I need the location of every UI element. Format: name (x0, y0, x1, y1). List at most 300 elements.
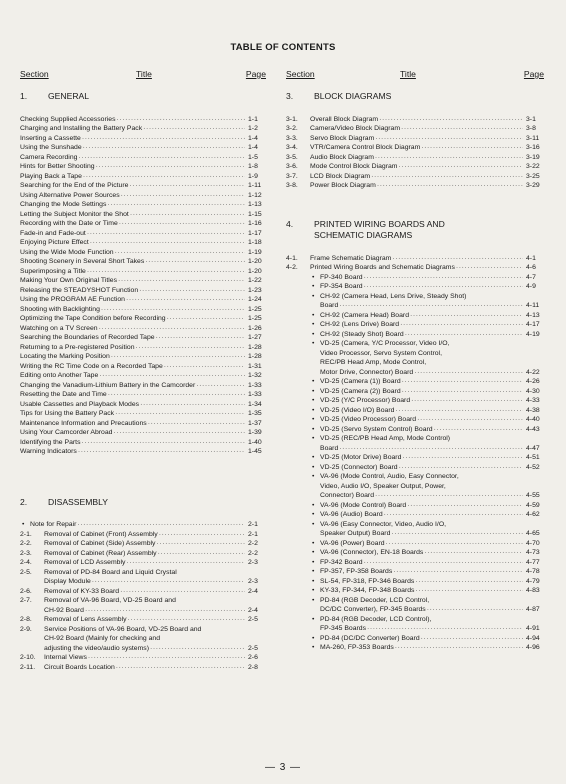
toc-board-entry[interactable] (286, 643, 544, 653)
toc-board-entry[interactable] (286, 282, 544, 292)
bullet-icon: • (312, 378, 315, 385)
entry-number: 2-6. (20, 587, 32, 595)
entry-title: Warning Indicators (20, 448, 77, 455)
bullet-icon: • (312, 330, 315, 338)
section-title (314, 219, 544, 242)
leader-dots (375, 134, 523, 144)
section-title: BLOCK DIAGRAMS (314, 91, 392, 101)
entry-page: 1-28 (248, 353, 262, 360)
entry-title: Inserting a Cassette (20, 134, 81, 142)
bullet-icon: • (312, 615, 315, 623)
leader-dots (196, 381, 245, 391)
entry-number: 2-4. (20, 559, 32, 566)
toc-board-entry[interactable] (286, 453, 544, 463)
toc-entry[interactable] (20, 539, 266, 549)
toc-entry-continued[interactable] (20, 634, 266, 644)
entry-page: 4-9 (526, 283, 536, 290)
leader-dots (120, 587, 245, 597)
toc-entry[interactable] (20, 362, 266, 372)
leader-dots (410, 311, 523, 321)
toc-entry[interactable] (20, 305, 266, 315)
entry-page: 4-91 (526, 625, 540, 632)
toc-entry[interactable] (20, 172, 266, 182)
entry-title: Maintenance Information and Precautions (20, 419, 147, 427)
bullet-icon: • (312, 634, 315, 642)
entry-number: 3-2. (286, 125, 298, 132)
entry-page: 2-3 (248, 559, 258, 566)
entry-page: 1-2 (248, 125, 258, 132)
entry-title: CH-92 (Camera Head, Lens Drive, Steady Shot) (320, 292, 467, 300)
toc-entry[interactable] (286, 162, 544, 172)
leader-dots (140, 400, 245, 410)
entry-page: 4-78 (526, 568, 540, 575)
toc-entry[interactable] (286, 115, 544, 125)
leader-dots (392, 254, 523, 264)
entry-title: Power Block Diagram (310, 182, 376, 189)
entry-title: Circuit Boards Location (44, 663, 115, 671)
entry-number: 3-7. (286, 172, 298, 180)
entry-page: 1-20 (248, 267, 262, 275)
entry-title: Board (320, 444, 339, 452)
entry-number: 2-1. (20, 530, 32, 538)
toc-board-entry-continued[interactable] (286, 349, 544, 359)
entry-title: VA-96 (Mode Control) Board (320, 501, 407, 509)
entry-page: 3-16 (526, 144, 540, 151)
leader-dots (400, 320, 523, 330)
leader-dots (339, 444, 523, 454)
entry-title: Changing the Vanadium-Lithium Battery in the Camcorder (20, 381, 196, 389)
toc-entry[interactable] (20, 181, 266, 191)
entry-page: 3-11 (526, 134, 540, 142)
toc-entry[interactable] (20, 248, 266, 258)
toc-board-entry-continued[interactable] (286, 301, 544, 311)
entry-title: Speaker Output) Board (320, 530, 391, 537)
entry-page: 2-5 (248, 644, 258, 652)
entry-title: Printed Wiring Boards and Schematic Diagrams (310, 264, 455, 271)
section-heading-block-diagrams (286, 91, 544, 103)
entry-title: Audio Block Diagram (310, 153, 374, 161)
toc-entry[interactable] (20, 390, 266, 400)
leader-dots (83, 143, 245, 153)
entry-title: adjusting the video/audio systems) (44, 644, 149, 652)
leader-dots (398, 162, 523, 172)
leader-dots (411, 396, 523, 406)
entry-page: 4-6 (526, 264, 536, 271)
toc-board-entry[interactable] (286, 396, 544, 406)
entry-page: 4-26 (526, 378, 540, 385)
entry-title: CH-92 Board (Mainly for checking and (44, 635, 161, 642)
entry-title: Removal of Cabinet (Front) Assembly (44, 530, 158, 538)
toc-board-entry-continued[interactable] (286, 491, 544, 501)
leader-dots (87, 267, 245, 277)
bullet-icon: • (312, 549, 315, 556)
leader-dots (371, 172, 523, 182)
leader-dots (115, 409, 245, 419)
toc-board-entry[interactable] (286, 586, 544, 596)
leader-dots (399, 463, 523, 473)
entry-title: Note for Repair (30, 521, 77, 528)
toc-entry[interactable] (20, 115, 266, 125)
leader-dots (402, 387, 523, 397)
leader-dots (395, 406, 523, 416)
entry-number: 2-7. (20, 597, 32, 604)
toc-entry[interactable] (20, 371, 266, 381)
toc-board-entry-continued[interactable] (286, 444, 544, 454)
leader-dots (78, 153, 245, 163)
entry-number: 2-11. (20, 663, 36, 671)
toc-entry[interactable] (20, 238, 266, 248)
entry-page: 4-96 (526, 644, 540, 651)
leader-dots (164, 362, 245, 372)
toc-board-entry[interactable] (286, 320, 544, 330)
entry-page: 4-87 (526, 606, 540, 613)
toc-entry-continued[interactable] (20, 644, 266, 654)
toc-board-entry[interactable] (286, 520, 544, 530)
leader-dots (156, 333, 245, 343)
toc-entry[interactable] (286, 153, 544, 163)
toc-board-entry-continued[interactable] (286, 529, 544, 539)
toc-entry-note-for-repair[interactable] (20, 520, 266, 530)
entry-title: VD-25 (Motor Drive) Board (320, 454, 402, 461)
leader-dots (156, 539, 245, 549)
toc-entry[interactable] (20, 419, 266, 429)
entry-title: DC/DC Converter), FP-345 Boards (320, 606, 426, 613)
leader-dots (92, 577, 245, 587)
toc-board-entry[interactable] (286, 615, 544, 625)
toc-entry[interactable] (20, 286, 266, 296)
leader-dots (421, 143, 523, 153)
entry-page: 3-22 (526, 163, 540, 170)
entry-title: Using the PROGRAM AE Function (20, 296, 125, 303)
entry-title: MA-260, FP-353 Boards (320, 644, 394, 651)
leader-dots (121, 191, 245, 201)
toc-board-entry[interactable] (286, 415, 544, 425)
entry-page: 1-17 (248, 229, 262, 237)
toc-board-entry[interactable] (286, 463, 544, 473)
entry-number: 3-3. (286, 134, 298, 142)
bullet-icon: • (312, 501, 315, 509)
column-header (286, 69, 544, 81)
entry-page: 2-8 (248, 663, 258, 671)
entry-page: 2-1 (248, 530, 258, 538)
entry-title: FP-340 Board (320, 273, 363, 281)
entry-title: PD-84 (DC/DC Converter) Board (320, 634, 420, 642)
disassembly-entries (20, 520, 266, 672)
toc-entry[interactable] (20, 352, 266, 362)
toc-entry[interactable] (20, 162, 266, 172)
entry-page: 4-43 (526, 425, 540, 433)
toc-board-entry[interactable] (286, 292, 544, 302)
entry-number: 2-2. (20, 540, 32, 547)
leader-dots (99, 324, 245, 334)
entry-title: VD-25 (Video I/O) Board (320, 406, 395, 414)
toc-entry[interactable] (286, 254, 544, 264)
toc-entry[interactable] (20, 200, 266, 210)
toc-entry[interactable] (20, 210, 266, 220)
toc-entry[interactable] (286, 143, 544, 153)
leader-dots (129, 181, 245, 191)
toc-board-entry[interactable] (286, 406, 544, 416)
leader-dots (339, 301, 523, 311)
toc-entry[interactable] (20, 558, 266, 568)
section-title: DISASSEMBLY (48, 496, 109, 507)
entry-number: 4-1. (286, 254, 298, 262)
entry-number: 2-3. (20, 549, 32, 557)
toc-board-entry[interactable] (286, 311, 544, 321)
leader-dots (421, 634, 523, 644)
toc-entry[interactable] (20, 324, 266, 334)
entry-page: 2-2 (248, 549, 258, 557)
entry-title: Shooting Scenery in Several Short Takes (20, 258, 145, 265)
entry-title: Mode Control Block Diagram (310, 163, 398, 170)
entry-title: Removal of VA-96 Board, VD-25 Board and (44, 597, 176, 604)
toc-board-entry[interactable] (286, 472, 544, 482)
entry-page: 1-18 (248, 239, 262, 246)
toc-entry[interactable] (20, 530, 266, 540)
header-section: Section (20, 69, 49, 79)
toc-board-entry[interactable] (286, 548, 544, 558)
toc-entry[interactable] (20, 295, 266, 305)
header-page: Page (523, 69, 544, 79)
leader-dots (128, 615, 245, 625)
entry-title: VD-25 (Camera (2)) Board (320, 387, 401, 395)
entry-page: 2-4 (248, 606, 258, 614)
toc-entry[interactable] (286, 134, 544, 144)
header-page: Page (245, 69, 266, 79)
bullet-icon: • (312, 596, 315, 604)
bullet-icon: • (312, 568, 315, 575)
toc-board-entry[interactable] (286, 273, 544, 283)
entry-number: 4-2. (286, 264, 298, 271)
leader-dots (82, 134, 245, 144)
leader-dots (85, 606, 245, 616)
toc-board-entry[interactable] (286, 339, 544, 349)
toc-entry[interactable] (20, 653, 266, 663)
toc-entry[interactable] (20, 153, 266, 163)
entry-title: Watching on a TV Screen (20, 324, 98, 332)
leader-dots (150, 644, 245, 654)
toc-entry-continued[interactable] (20, 606, 266, 616)
entry-title: Frame Schematic Diagram (310, 254, 392, 262)
entry-title: LCD Block Diagram (310, 172, 371, 180)
entry-page: 4-30 (526, 387, 540, 395)
leader-dots (139, 286, 245, 296)
toc-entry[interactable] (20, 400, 266, 410)
header-section: Section (286, 69, 315, 79)
general-entries (20, 115, 266, 457)
toc-entry[interactable] (286, 263, 544, 273)
entry-title: FP-357, FP-358 Boards (320, 568, 393, 575)
block-diagram-entries (286, 115, 544, 191)
toc-board-entry-continued[interactable] (286, 605, 544, 615)
toc-board-entry[interactable] (286, 596, 544, 606)
entry-title: Releasing the STEADYSHOT Function (20, 286, 139, 294)
toc-board-entry[interactable] (286, 434, 544, 444)
toc-entry[interactable] (286, 181, 544, 191)
toc-entry[interactable] (286, 124, 544, 134)
toc-entry[interactable] (20, 257, 266, 267)
entry-title: VA-96 (Audio) Board (320, 511, 383, 518)
leader-dots (384, 510, 523, 520)
toc-entry[interactable] (20, 625, 266, 635)
entry-title: Charging and Installing the Battery Pack (20, 125, 143, 132)
toc-board-entry[interactable] (286, 567, 544, 577)
entry-title: Servo Block Diagram (310, 134, 375, 142)
entry-number: 2-8. (20, 616, 32, 623)
leader-dots (88, 653, 245, 663)
leader-dots (456, 263, 523, 273)
toc-board-entry-continued[interactable] (286, 624, 544, 634)
toc-entry[interactable] (20, 219, 266, 229)
toc-board-entry[interactable] (286, 510, 544, 520)
toc-entry[interactable] (20, 134, 266, 144)
entry-title: Optimizing the Tape Condition before Recording (20, 315, 166, 322)
toc-board-entry[interactable] (286, 558, 544, 568)
entry-title: Removal of KY-33 Board (44, 587, 120, 595)
leader-dots (145, 257, 245, 267)
toc-entry[interactable] (20, 267, 266, 277)
toc-entry[interactable] (20, 276, 266, 286)
entry-page: 4-62 (526, 511, 540, 518)
toc-board-entry[interactable] (286, 377, 544, 387)
toc-entry[interactable] (20, 229, 266, 239)
toc-entry[interactable] (20, 428, 266, 438)
entry-page: 1-35 (248, 410, 262, 417)
leader-dots (107, 200, 245, 210)
toc-entry[interactable] (20, 143, 266, 153)
entry-title: Using Alternative Power Sources (20, 191, 120, 199)
entry-page: 4-55 (526, 492, 540, 499)
entry-title: Shooting with Backlighting (20, 305, 100, 313)
toc-board-entry[interactable] (286, 577, 544, 587)
entry-title: Identifying the Parts (20, 438, 81, 446)
entry-title: Overall Block Diagram (310, 115, 379, 123)
entry-title: Searching for the End of the Picture (20, 182, 129, 189)
toc-board-entry[interactable] (286, 425, 544, 435)
entry-page: 1-45 (248, 448, 262, 455)
toc-entry[interactable] (20, 124, 266, 134)
entry-title: CH-92 (Steady Shot) Board (320, 330, 404, 338)
right-column (286, 69, 544, 653)
entry-page: 1-37 (248, 419, 262, 427)
toc-board-entry[interactable] (286, 501, 544, 511)
entry-title: Motor Drive, Connector) Board (320, 368, 414, 376)
leader-dots (118, 276, 245, 286)
entry-page: 3-1 (526, 115, 536, 123)
toc-entry[interactable] (286, 172, 544, 182)
entry-page: 1-40 (248, 438, 262, 446)
entry-title: VA-96 (Power) Board (320, 539, 385, 547)
leader-dots (405, 330, 523, 340)
toc-entry[interactable] (20, 381, 266, 391)
toc-entry[interactable] (20, 333, 266, 343)
leader-dots (415, 586, 523, 596)
bullet-icon: • (312, 340, 315, 347)
leader-dots (434, 425, 523, 435)
toc-entry[interactable] (20, 615, 266, 625)
bullet-icon: • (312, 311, 315, 319)
toc-entry[interactable] (20, 447, 266, 457)
leader-dots (116, 663, 245, 673)
entry-page: 1-9 (248, 172, 258, 180)
bullet-icon: • (312, 273, 315, 281)
toc-board-entry[interactable] (286, 330, 544, 340)
leader-dots (101, 305, 245, 315)
entry-page: 2-1 (248, 521, 258, 528)
entry-title: Internal Views (44, 654, 87, 661)
entry-title: FP-354 Board (320, 283, 363, 290)
toc-board-entry[interactable] (286, 387, 544, 397)
toc-board-entry-continued[interactable] (286, 368, 544, 378)
leader-dots (367, 624, 523, 634)
leader-dots (379, 115, 523, 125)
entry-title: Using the Wide Mode Function (20, 248, 114, 256)
entry-page: 1-22 (248, 277, 262, 284)
entry-page: 1-11 (248, 182, 262, 189)
bullet-icon: • (312, 644, 315, 651)
entry-title: Removal of LCD Assembly (44, 559, 126, 566)
toc-entry[interactable] (20, 596, 266, 606)
entry-title: Removal of PD-84 Board and Liquid Crystal (44, 568, 177, 576)
entry-title: Using the Sunshade (20, 144, 82, 151)
toc-board-entry[interactable] (286, 634, 544, 644)
header-title: Title (400, 69, 416, 79)
toc-board-entry[interactable] (286, 539, 544, 549)
leader-dots (377, 181, 523, 191)
leader-dots (424, 548, 523, 558)
entry-title: Making Your Own Original Titles (20, 277, 117, 284)
toc-entry[interactable] (20, 663, 266, 673)
toc-entry[interactable] (20, 314, 266, 324)
entry-title: Camera Recording (20, 153, 78, 161)
entry-page: 1-4 (248, 134, 258, 142)
entry-title: PD-84 (RGB Decoder, LCD Control), (320, 615, 432, 623)
toc-entry[interactable] (20, 343, 266, 353)
entry-title: Checking Supplied Accessories (20, 115, 116, 123)
bullet-icon: • (312, 435, 315, 442)
toc-entry[interactable] (20, 191, 266, 201)
toc-entry[interactable] (20, 409, 266, 419)
toc-board-entry-continued[interactable] (286, 482, 544, 492)
leader-dots (407, 501, 523, 511)
entry-title: VA-96 (Easy Connector, Video, Audio I/O, (320, 520, 447, 528)
entry-page: 4-79 (526, 577, 540, 585)
leader-dots (111, 352, 245, 362)
toc-entry[interactable] (20, 549, 266, 559)
entry-title: CH-92 Board (44, 606, 84, 614)
section-number: 3. (286, 91, 294, 101)
bullet-icon: • (312, 397, 315, 404)
toc-entry[interactable] (20, 587, 266, 597)
toc-entry[interactable] (20, 438, 266, 448)
entry-number: 3-1. (286, 115, 298, 123)
leader-dots (414, 368, 523, 378)
entry-title: FP-342 Board (320, 558, 363, 566)
entry-title: CH-92 (Lens Drive) Board (320, 321, 400, 328)
entry-page: 1-26 (248, 324, 262, 332)
section-number: 4. (286, 218, 294, 229)
entry-title: Fade-in and Fade-out (20, 229, 86, 237)
entry-page: 1-25 (248, 305, 262, 313)
entry-title: Tips for Using the Battery Pack (20, 410, 115, 417)
section-title: GENERAL (48, 91, 90, 101)
leader-dots (126, 558, 245, 568)
toc-entry[interactable] (20, 568, 266, 578)
leader-dots (402, 377, 523, 387)
toc-entry-continued[interactable] (20, 577, 266, 587)
toc-board-entry-continued[interactable] (286, 358, 544, 368)
entry-title: Removal of Cabinet (Rear) Assembly (44, 549, 157, 557)
